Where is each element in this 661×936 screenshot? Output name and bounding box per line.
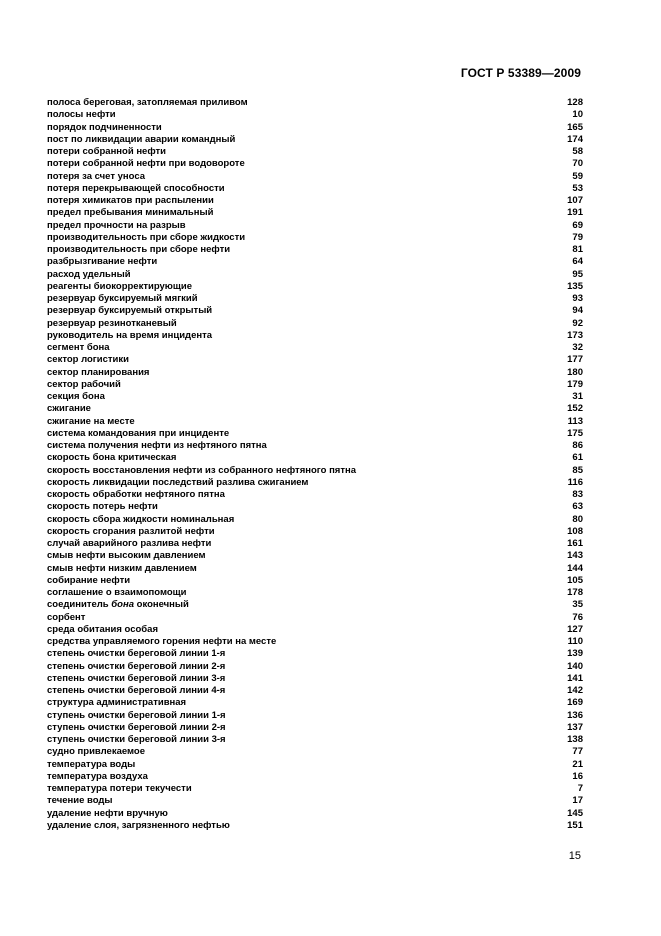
index-entry [47, 232, 583, 244]
index-term: система получения нефти из нефтяного пятна [47, 440, 267, 451]
index-entry [47, 207, 583, 219]
index-term: степень очистки береговой линии 3-я [47, 672, 226, 684]
index-page-number: 86 [572, 440, 583, 451]
index-page-number: 173 [567, 329, 583, 341]
index-entry [47, 514, 583, 526]
index-term: сектор рабочий [47, 378, 121, 390]
index-term: сектор планирования [47, 366, 150, 378]
index-page-number: 58 [572, 146, 583, 157]
index-entry [47, 195, 583, 207]
index-page-number: 177 [567, 354, 583, 366]
index-term: судно привлекаемое [47, 746, 146, 758]
index-entry [47, 183, 583, 195]
index-entry [47, 489, 583, 501]
index-entry [47, 636, 583, 648]
index-term-part: соединитель [47, 599, 112, 611]
index-term: скорость обработки нефтяного пятна [47, 489, 225, 500]
index-term: производительность при сборе жидкости [47, 231, 246, 243]
index-page-number: 174 [567, 133, 583, 145]
index-term: удаление нефти вручную [47, 807, 168, 819]
index-term: скорость ликвидации последствий разлива сжиганием [47, 476, 309, 488]
index-page-number: 95 [572, 268, 583, 280]
index-page-number: 128 [567, 97, 583, 108]
index-term: структура административная [47, 697, 187, 709]
index-term: степень очистки береговой линии 1-я [47, 648, 226, 660]
alphabetical-index [47, 97, 583, 832]
index-term: ступень очистки береговой линии 1-я [47, 709, 226, 721]
index-term: реагенты биокорректирующие [47, 280, 193, 292]
index-page-number: 140 [567, 660, 583, 672]
index-term: температура потери текучести [47, 783, 192, 794]
index-term: смыв нефти низким давлением [47, 562, 197, 574]
index-term: потеря перекрывающей способности [47, 182, 225, 194]
index-term: резервуар буксируемый открытый [47, 305, 213, 317]
index-term: соглашение о взаимопомощи [47, 587, 187, 598]
index-entry [47, 575, 583, 587]
index-page-number: 169 [567, 697, 583, 709]
index-page-number: 139 [567, 648, 583, 660]
index-entry [47, 220, 583, 232]
index-entry [47, 171, 583, 183]
index-page-number: 108 [567, 525, 583, 537]
index-entry [47, 587, 583, 599]
index-entry [47, 134, 583, 146]
index-page-number: 136 [567, 709, 583, 721]
index-term: сорбент [47, 611, 86, 623]
index-page-number: 137 [567, 721, 583, 733]
index-term: ступень очистки береговой линии 3-я [47, 734, 226, 745]
index-page-number: 191 [567, 207, 583, 219]
index-page-number: 16 [572, 770, 583, 782]
index-entry [47, 673, 583, 685]
index-entry [47, 403, 583, 415]
index-entry [47, 685, 583, 697]
index-page-number: 165 [567, 121, 583, 133]
index-entry [47, 97, 583, 109]
index-entry [47, 354, 583, 366]
index-page-number: 175 [567, 427, 583, 439]
index-entry [47, 722, 583, 734]
index-entry [47, 330, 583, 342]
index-page-number: 77 [572, 746, 583, 758]
index-term: средства управляемого горения нефти на месте [47, 636, 277, 647]
index-entry [47, 146, 583, 158]
index-entry [47, 269, 583, 281]
index-term: предел пребывания минимальный [47, 207, 214, 219]
index-page-number: 70 [572, 158, 583, 170]
index-term: удаление слоя, загрязненного нефтью [47, 819, 230, 831]
index-term: резервуар буксируемый мягкий [47, 293, 198, 304]
index-term: течение воды [47, 795, 113, 807]
index-term: скорость восстановления нефти из собранного нефтяного пятна [47, 464, 357, 476]
index-entry [47, 612, 583, 624]
index-entry [47, 538, 583, 550]
index-term: скорость потерь нефти [47, 501, 158, 513]
index-entry [47, 158, 583, 170]
index-term: степень очистки береговой линии 4-я [47, 685, 226, 696]
index-entry [47, 661, 583, 673]
index-entry [47, 122, 583, 134]
index-page-number: 116 [567, 476, 583, 488]
index-entry [47, 244, 583, 256]
index-term-italic: бона [111, 599, 134, 611]
index-page-number: 141 [567, 672, 583, 684]
index-term: система командования при инциденте [47, 427, 230, 439]
index-entry [47, 428, 583, 440]
index-entry [47, 342, 583, 354]
index-page-number: 144 [567, 562, 583, 574]
index-page-number: 113 [567, 415, 583, 427]
index-page-number: 93 [572, 293, 583, 304]
index-term [47, 599, 189, 611]
index-term: среда обитания особая [47, 623, 158, 635]
index-page-number: 76 [572, 611, 583, 623]
index-entry [47, 820, 583, 832]
index-entry [47, 563, 583, 575]
index-page-number: 92 [572, 317, 583, 329]
index-term: потери собранной нефти [47, 146, 167, 157]
index-page-number: 142 [567, 685, 583, 696]
index-entry [47, 808, 583, 820]
index-term: порядок подчиненности [47, 121, 162, 133]
index-entry [47, 759, 583, 771]
index-entry [47, 783, 583, 795]
index-entry [47, 465, 583, 477]
index-entry [47, 795, 583, 807]
index-page-number: 17 [572, 795, 583, 807]
index-page-number: 152 [567, 403, 583, 415]
index-entry [47, 452, 583, 464]
index-page-number: 81 [572, 244, 583, 255]
index-page-number: 35 [572, 599, 583, 611]
index-term: секция бона [47, 391, 105, 402]
index-page-number: 138 [567, 734, 583, 745]
index-page-number: 31 [572, 391, 583, 402]
index-term: потеря за счет уноса [47, 170, 146, 182]
index-page-number: 53 [572, 182, 583, 194]
index-entry [47, 746, 583, 758]
document-header: ГОСТ Р 53389—2009 [460, 66, 581, 80]
index-term: сектор логистики [47, 354, 129, 366]
index-page-number: 21 [572, 758, 583, 770]
index-entry [47, 734, 583, 746]
index-page-number: 145 [567, 807, 583, 819]
index-page-number: 83 [572, 489, 583, 500]
index-entry [47, 710, 583, 722]
index-term: предел прочности на разрыв [47, 219, 186, 231]
index-page-number: 151 [567, 819, 583, 831]
index-term: полосы нефти [47, 109, 116, 121]
index-page-number: 110 [567, 636, 583, 647]
index-entry [47, 648, 583, 660]
index-page-number: 161 [567, 538, 583, 549]
index-entry [47, 391, 583, 403]
index-page-number: 135 [567, 280, 583, 292]
index-term: скорость сгорания разлитой нефти [47, 525, 215, 537]
index-term: резервуар резинотканевый [47, 317, 177, 329]
index-term: руководитель на время инцидента [47, 329, 213, 341]
index-term: температура воды [47, 758, 136, 770]
index-entry [47, 477, 583, 489]
index-entry [47, 526, 583, 538]
index-entry [47, 501, 583, 513]
index-page-number: 61 [572, 452, 583, 464]
index-term: степень очистки береговой линии 2-я [47, 660, 226, 672]
index-page-number: 10 [572, 109, 583, 121]
index-entry [47, 440, 583, 452]
index-page-number: 127 [567, 623, 583, 635]
index-term: скорость сбора жидкости номинальная [47, 513, 235, 525]
index-term: потеря химикатов при распылении [47, 195, 214, 206]
index-page-number: 7 [577, 783, 583, 794]
index-term: случай аварийного разлива нефти [47, 538, 212, 549]
index-page-number: 105 [567, 574, 583, 586]
index-page-number: 107 [567, 195, 583, 206]
page-number: 15 [568, 850, 581, 862]
index-entry [47, 624, 583, 636]
index-term: скорость бона критическая [47, 452, 177, 464]
index-entry [47, 305, 583, 317]
index-term: сжигание [47, 403, 91, 415]
index-term: полоса береговая, затопляемая приливом [47, 97, 248, 108]
index-term: пост по ликвидации аварии командный [47, 133, 236, 145]
index-page-number: 180 [567, 366, 583, 378]
index-entry [47, 281, 583, 293]
index-entry [47, 367, 583, 379]
index-term: сжигание на месте [47, 415, 135, 427]
index-page-number: 32 [572, 342, 583, 353]
index-term: сегмент бона [47, 342, 110, 353]
index-entry [47, 109, 583, 121]
index-entry [47, 550, 583, 562]
index-entry [47, 599, 583, 611]
index-entry [47, 416, 583, 428]
index-page-number: 79 [572, 231, 583, 243]
index-term: производительность при сборе нефти [47, 244, 231, 255]
index-page-number: 69 [572, 219, 583, 231]
index-entry [47, 293, 583, 305]
index-entry [47, 318, 583, 330]
index-page-number: 85 [572, 464, 583, 476]
index-entry [47, 256, 583, 268]
index-page-number: 179 [567, 378, 583, 390]
index-term: потери собранной нефти при водовороте [47, 158, 245, 170]
index-entry [47, 379, 583, 391]
index-term: смыв нефти высоким давлением [47, 550, 206, 562]
index-term: расход удельный [47, 268, 131, 280]
index-term: ступень очистки береговой линии 2-я [47, 721, 226, 733]
index-page-number: 64 [572, 256, 583, 268]
index-term: собирание нефти [47, 574, 131, 586]
index-page-number: 143 [567, 550, 583, 562]
index-term: температура воздуха [47, 770, 148, 782]
index-page-number: 178 [567, 587, 583, 598]
index-term: разбрызгивание нефти [47, 256, 158, 268]
index-page-number: 59 [572, 170, 583, 182]
index-page-number: 63 [572, 501, 583, 513]
index-page-number: 94 [572, 305, 583, 317]
index-entry [47, 771, 583, 783]
index-entry [47, 697, 583, 709]
index-term-part: оконечный [134, 599, 189, 611]
index-page-number: 80 [572, 513, 583, 525]
